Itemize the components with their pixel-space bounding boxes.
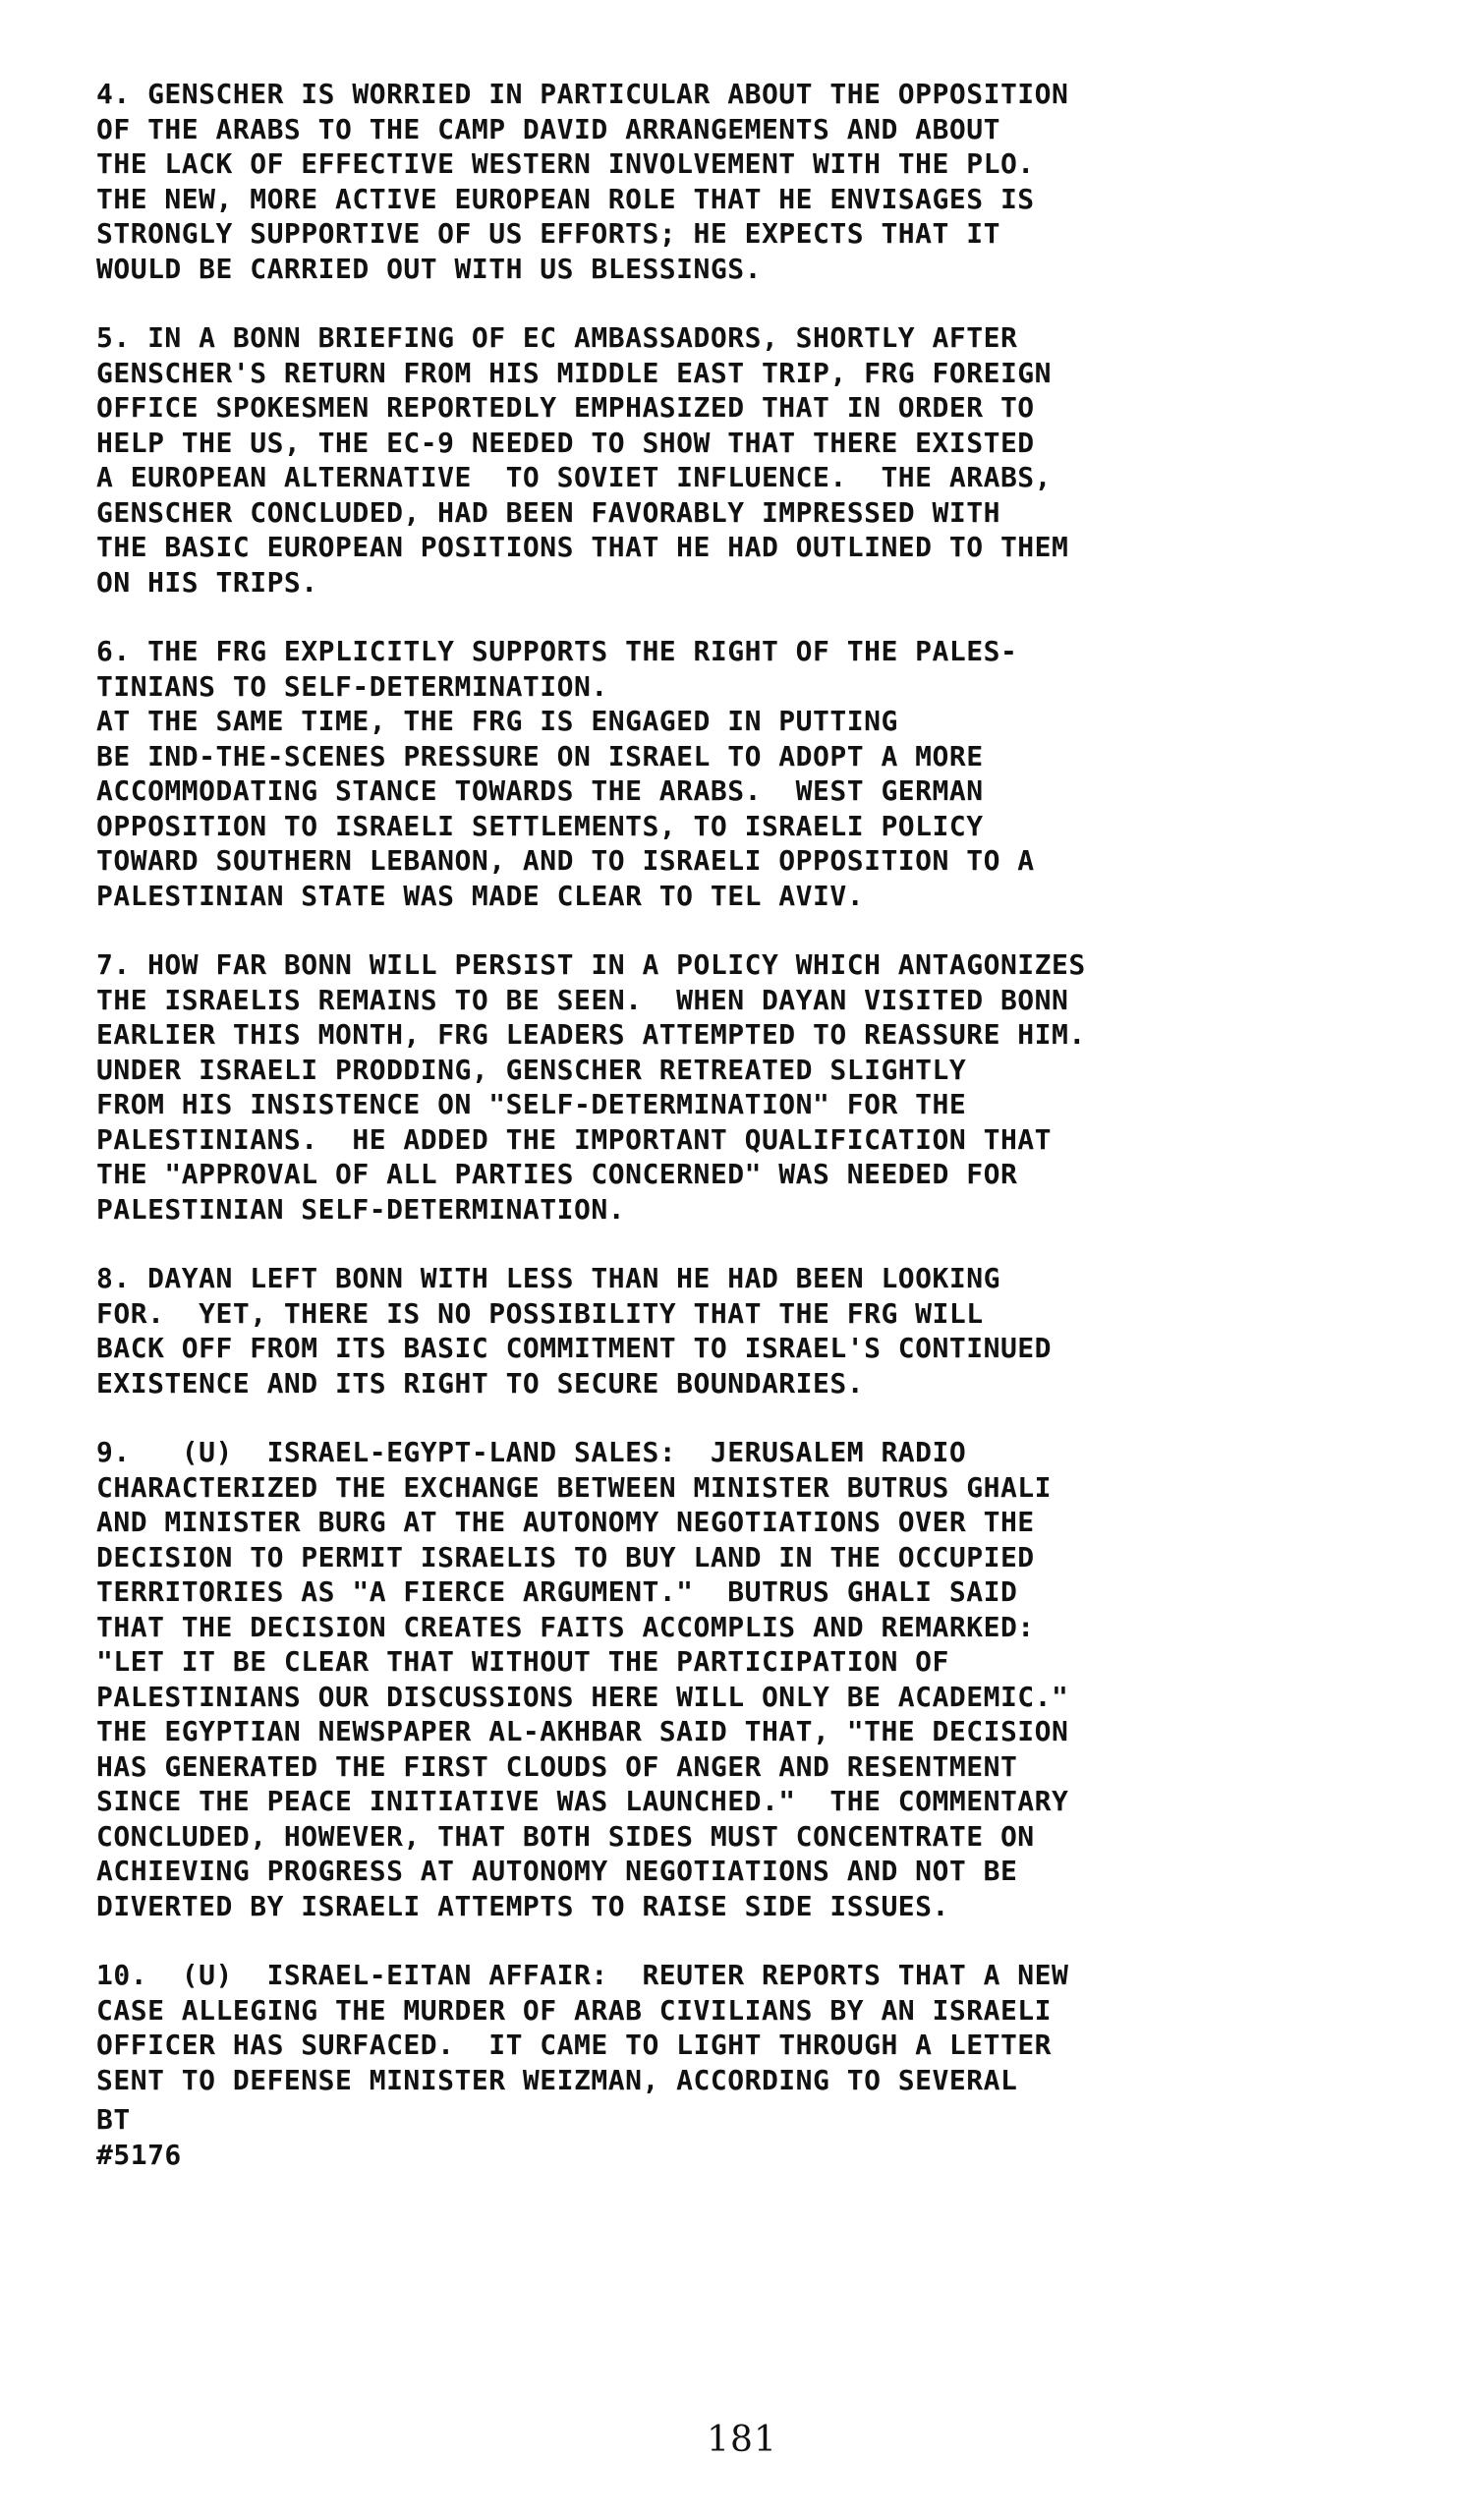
end-mark: BT — [96, 2103, 131, 2136]
text-line: OPPOSITION TO ISRAELI SETTLEMENTS, TO ISRAELI POLICY — [96, 809, 984, 842]
text-line: FOR. YET, THERE IS NO POSSIBILITY THAT THE FRG WILL — [96, 1296, 984, 1330]
text-line: BACK OFF FROM ITS BASIC COMMITMENT TO ISRAEL'S CONTINUED — [96, 1332, 1053, 1364]
paragraph-2 — [96, 320, 1413, 600]
text-line: 7. HOW FAR BONN WILL PERSIST IN A POLICY WHICH ANTAGONIZES — [96, 948, 1086, 981]
text-line: THE NEW, MORE ACTIVE EUROPEAN ROLE THAT HE ENVISAGES IS — [96, 182, 1035, 215]
text-line: THE ISRAELIS REMAINS TO BE SEEN. WHEN DAYAN VISITED BONN — [96, 983, 1069, 1016]
text-line: HELP THE US, THE EC-9 NEEDED TO SHOW THAT THERE EXISTED — [96, 426, 1035, 459]
text-line: TOWARD SOUTHERN LEBANON, AND TO ISRAELI OPPOSITION TO A — [96, 844, 1035, 877]
text-line: CHARACTERIZED THE EXCHANGE BETWEEN MINISTER BUTRUS GHALI — [96, 1470, 1053, 1504]
text-line: PALESTINIANS. HE ADDED THE IMPORTANT QUALIFICATION THAT — [96, 1122, 1053, 1156]
text-line: EARLIER THIS MONTH, FRG LEADERS ATTEMPTED TO REASSURE HIM. — [96, 1018, 1086, 1051]
text-line: OF THE ARABS TO THE CAMP DAVID ARRANGEMENTS AND ABOUT — [96, 112, 1000, 145]
text-line: PALESTINIAN STATE WAS MADE CLEAR TO TEL AVIV. — [96, 879, 865, 912]
text-line: A EUROPEAN ALTERNATIVE TO SOVIET INFLUENCE. THE ARABS, — [96, 461, 1053, 493]
text-line: 10. (U) ISRAEL-EITAN AFFAIR: REUTER REPORTS THAT A NEW — [96, 1959, 1069, 1991]
text-line: PALESTINIANS OUR DISCUSSIONS HERE WILL ONLY BE ACADEMIC." — [96, 1680, 1069, 1713]
page-number: 181 — [707, 2420, 777, 2460]
paragraph-7 — [96, 1958, 1413, 2097]
text-line: ACHIEVING PROGRESS AT AUTONOMY NEGOTIATIONS AND NOT BE — [96, 1855, 1018, 1887]
paragraph-3 — [96, 634, 1413, 913]
text-line: GENSCHER'S RETURN FROM HIS MIDDLE EAST TRIP, FRG FOREIGN — [96, 356, 1053, 389]
text-line: THAT THE DECISION CREATES FAITS ACCOMPLIS AND REMARKED: — [96, 1610, 1035, 1643]
message-end-marks — [96, 2102, 1413, 2172]
text-line: EXISTENCE AND ITS RIGHT TO SECURE BOUNDARIES. — [96, 1366, 865, 1400]
text-line: THE LACK OF EFFECTIVE WESTERN INVOLVEMENT WITH THE PLO. — [96, 147, 1035, 180]
text-line: THE EGYPTIAN NEWSPAPER AL-AKHBAR SAID THAT, "THE DECISION — [96, 1715, 1069, 1747]
text-line: UNDER ISRAELI PRODDING, GENSCHER RETREATED SLIGHTLY — [96, 1053, 967, 1086]
text-line: SINCE THE PEACE INITIATIVE WAS LAUNCHED." THE COMMENTARY — [96, 1785, 1069, 1817]
paragraph-1 — [96, 77, 1413, 286]
text-line: AND MINISTER BURG AT THE AUTONOMY NEGOTIATIONS OVER THE — [96, 1506, 1035, 1538]
text-line: TERRITORIES AS "A FIERCE ARGUMENT." BUTRUS GHALI SAID — [96, 1575, 1018, 1608]
text-line: DECISION TO PERMIT ISRAELIS TO BUY LAND IN THE OCCUPIED — [96, 1540, 1035, 1573]
text-line: TINIANS TO SELF-DETERMINATION. — [96, 669, 608, 703]
text-line: "LET IT BE CLEAR THAT WITHOUT THE PARTICIPATION OF — [96, 1645, 949, 1678]
text-line: OFFICER HAS SURFACED. IT CAME TO LIGHT THROUGH A LETTER — [96, 2029, 1053, 2061]
text-line: ON HIS TRIPS. — [96, 565, 318, 599]
text-line: PALESTINIAN SELF-DETERMINATION. — [96, 1192, 626, 1226]
text-line: ACCOMMODATING STANCE TOWARDS THE ARABS. WEST GERMAN — [96, 774, 984, 807]
text-line: SENT TO DEFENSE MINISTER WEIZMAN, ACCORDING TO SEVERAL — [96, 2063, 1018, 2096]
text-line: GENSCHER CONCLUDED, HAD BEEN FAVORABLY IMPRESSED WITH — [96, 495, 1000, 529]
text-line: THE "APPROVAL OF ALL PARTIES CONCERNED" WAS NEEDED FOR — [96, 1158, 1018, 1190]
text-line: 8. DAYAN LEFT BONN WITH LESS THAN HE HAD BEEN LOOKING — [96, 1262, 1000, 1294]
text-line: 5. IN A BONN BRIEFING OF EC AMBASSADORS, SHORTLY AFTER — [96, 321, 1018, 354]
text-line: BE IND-THE-SCENES PRESSURE ON ISRAEL TO ADOPT A MORE — [96, 739, 984, 772]
text-line: CONCLUDED, HOWEVER, THAT BOTH SIDES MUST CONCENTRATE ON — [96, 1819, 1035, 1853]
text-line: 4. GENSCHER IS WORRIED IN PARTICULAR ABOUT THE OPPOSITION — [96, 78, 1069, 110]
text-line: STRONGLY SUPPORTIVE OF US EFFORTS; HE EXPECTS THAT IT — [96, 217, 1000, 250]
text-line: THE BASIC EUROPEAN POSITIONS THAT HE HAD OUTLINED TO THEM — [96, 531, 1069, 563]
text-line: HAS GENERATED THE FIRST CLOUDS OF ANGER AND RESENTMENT — [96, 1749, 1018, 1783]
text-line: FROM HIS INSISTENCE ON "SELF-DETERMINATION" FOR THE — [96, 1088, 967, 1120]
text-line: 9. (U) ISRAEL-EGYPT-LAND SALES: JERUSALEM RADIO — [96, 1436, 967, 1468]
paragraph-4 — [96, 947, 1413, 1227]
text-line: 6. THE FRG EXPLICITLY SUPPORTS THE RIGHT OF THE PALES- — [96, 635, 1018, 667]
paragraph-5 — [96, 1261, 1413, 1401]
text-line: DIVERTED BY ISRAELI ATTEMPTS TO RAISE SIDE ISSUES. — [96, 1889, 949, 1922]
document-body — [96, 77, 1413, 2172]
paragraph-6 — [96, 1435, 1413, 1923]
text-line: WOULD BE CARRIED OUT WITH US BLESSINGS. — [96, 252, 762, 285]
end-mark: #5176 — [96, 2138, 182, 2171]
text-line: CASE ALLEGING THE MURDER OF ARAB CIVILIANS BY AN ISRAELI — [96, 1993, 1053, 2027]
text-line: AT THE SAME TIME, THE FRG IS ENGAGED IN PUTTING — [96, 705, 898, 737]
text-line: OFFICE SPOKESMEN REPORTEDLY EMPHASIZED THAT IN ORDER TO — [96, 391, 1035, 424]
